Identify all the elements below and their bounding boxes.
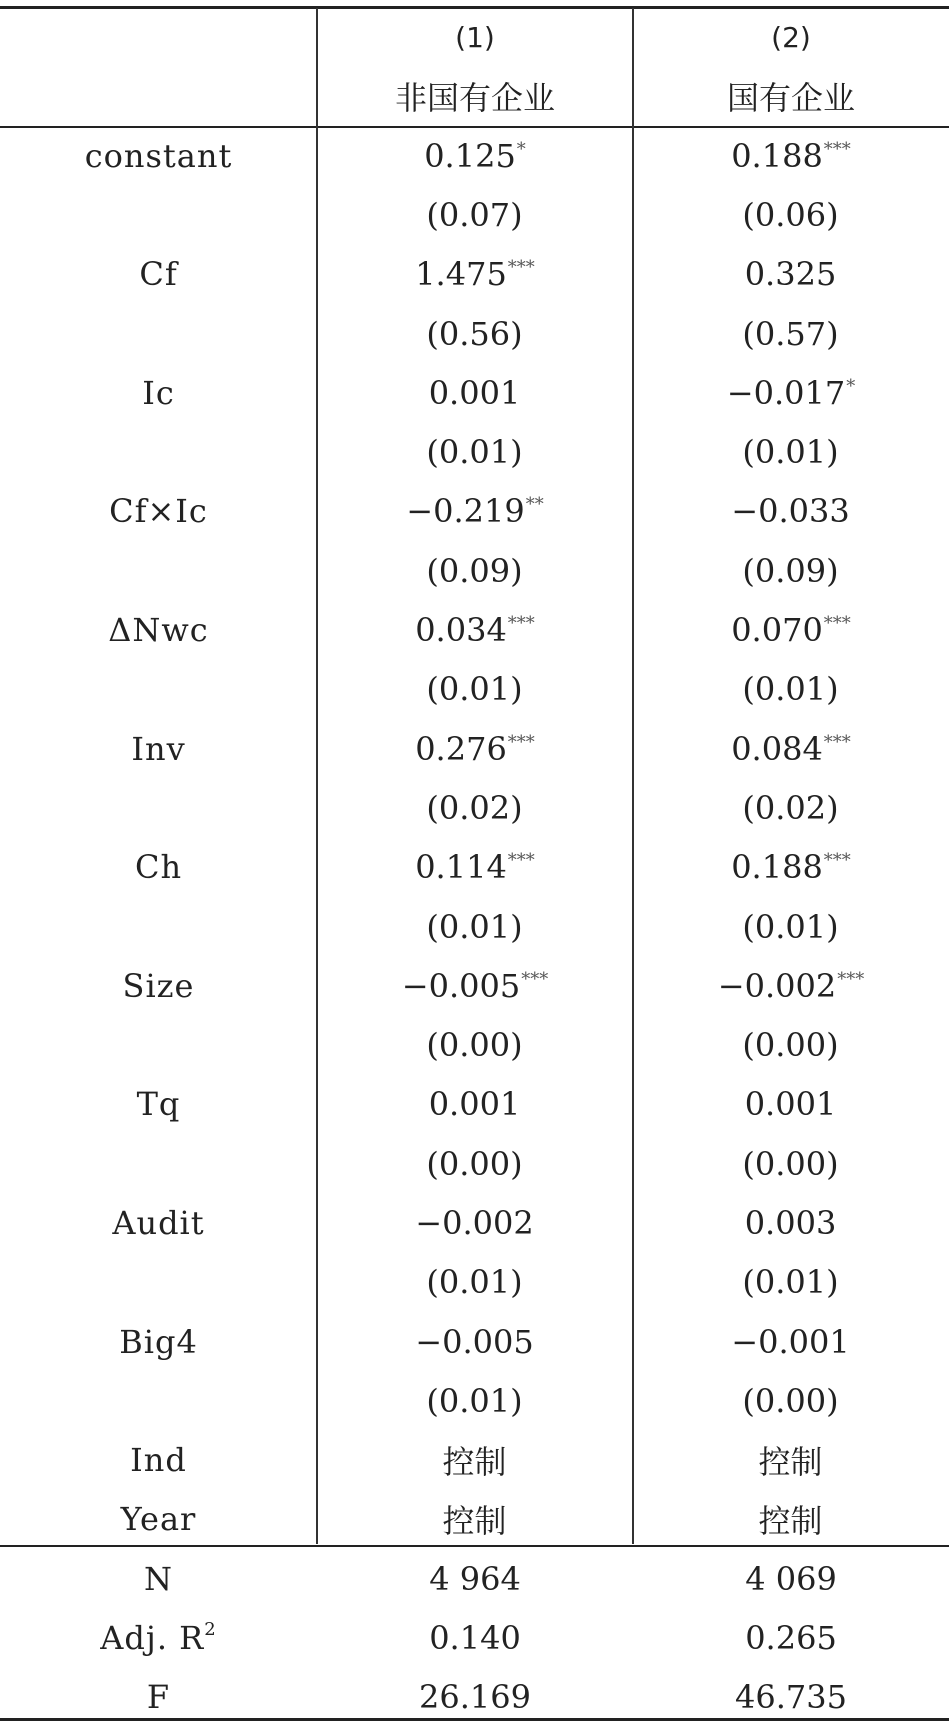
coefficient-value: (0.00)	[742, 1381, 839, 1420]
value-cell-soe	[633, 1075, 949, 1134]
table-header	[0, 8, 949, 126]
significance-stars: ***	[521, 968, 549, 990]
value-cell-non-soe	[317, 897, 633, 956]
value-cell-soe	[633, 1134, 949, 1193]
value-cell-non-soe	[317, 1490, 633, 1549]
value-cell-soe	[633, 1015, 949, 1074]
table-row	[0, 1193, 949, 1252]
table-row	[0, 1075, 949, 1134]
stat-label	[0, 1608, 317, 1667]
value-cell-non-soe	[317, 956, 633, 1015]
significance-stars: ***	[823, 613, 851, 635]
variable-label: Cf	[139, 255, 178, 294]
stat-label-text: Adj. R	[100, 1618, 205, 1657]
value-cell-non-soe	[317, 1312, 633, 1371]
coefficient-value: −0.005	[415, 1322, 534, 1361]
value-cell-non-soe	[317, 1134, 633, 1193]
table-row	[0, 1490, 949, 1549]
coefficient-value: (0.00)	[426, 1026, 523, 1065]
table-row	[0, 363, 949, 422]
coefficient-value: −0.017	[726, 373, 846, 412]
value-cell-soe	[633, 363, 949, 422]
coefficient-value: (0.57)	[742, 314, 839, 353]
value-cell-non-soe	[317, 541, 633, 600]
coefficient-value: 控制	[442, 1443, 507, 1482]
value-cell-soe	[633, 719, 949, 778]
coefficient-value: 控制	[442, 1502, 507, 1541]
value-cell-non-soe	[317, 838, 633, 897]
coefficient-value: 0.001	[744, 1085, 837, 1124]
column-name-1: 非国有企业	[394, 79, 555, 117]
table-row	[0, 304, 949, 363]
variable-label	[0, 1134, 317, 1193]
coefficient-value: 0.034	[415, 611, 507, 650]
column-number-1: (1)	[455, 20, 495, 54]
variable-label	[0, 422, 317, 481]
coefficient-value: 0.001	[428, 1085, 521, 1124]
variable-label: constant	[84, 136, 233, 175]
value-cell-non-soe	[317, 719, 633, 778]
value-cell-non-soe	[317, 1075, 633, 1134]
significance-stars: *	[516, 138, 526, 160]
variable-label: Year	[120, 1500, 197, 1539]
coefficient-value: 0.325	[744, 255, 837, 294]
value-cell-non-soe	[317, 363, 633, 422]
coefficient-value: −0.002	[415, 1203, 534, 1242]
value-cell-non-soe	[317, 422, 633, 481]
stat-value-2: 4 069	[745, 1559, 837, 1598]
variable-label	[0, 541, 317, 600]
coefficient-value: (0.00)	[742, 1144, 839, 1183]
coefficient-value: (0.01)	[742, 433, 839, 472]
significance-stars: ***	[507, 731, 535, 753]
value-cell-non-soe	[317, 482, 633, 541]
stat-label	[0, 1667, 317, 1726]
variable-label	[0, 660, 317, 719]
table-row	[0, 1312, 949, 1371]
value-cell-non-soe	[317, 1431, 633, 1490]
coefficient-value: (0.01)	[426, 1381, 523, 1420]
coefficient-value: 0.003	[744, 1203, 837, 1242]
coefficient-value: 1.475	[415, 255, 507, 294]
stat-row	[0, 1549, 949, 1608]
table-row	[0, 422, 949, 481]
table-row	[0, 897, 949, 956]
table-row	[0, 1431, 949, 1490]
coefficient-value: (0.01)	[426, 1263, 523, 1302]
header-empty-cell	[0, 8, 317, 66]
value-cell-soe	[633, 1371, 949, 1430]
coefficient-value: 0.001	[428, 373, 521, 412]
significance-stars: ***	[837, 968, 865, 990]
significance-stars: ***	[507, 613, 535, 635]
variable-label: ΔNwc	[108, 611, 209, 650]
value-cell-soe	[633, 1490, 949, 1549]
value-cell-soe	[633, 541, 949, 600]
table-row	[0, 956, 949, 1015]
coefficient-value: 0.188	[731, 136, 823, 175]
variable-label	[0, 1253, 317, 1312]
stat-value-1: 26.169	[419, 1677, 531, 1716]
value-cell-soe	[633, 897, 949, 956]
coefficient-value: (0.01)	[426, 907, 523, 946]
variable-label: Ic	[142, 373, 175, 412]
coefficient-value: 0.188	[731, 848, 823, 887]
coefficient-value: (0.01)	[742, 1263, 839, 1302]
variable-label: Audit	[112, 1203, 205, 1242]
column-number-2: (2)	[771, 20, 811, 54]
coefficient-value: (0.09)	[742, 551, 839, 590]
coefficient-value: (0.07)	[426, 195, 523, 234]
table-row	[0, 600, 949, 659]
value-cell-non-soe	[317, 600, 633, 659]
table-row	[0, 185, 949, 244]
variable-label	[0, 1015, 317, 1074]
coefficient-value: 0.084	[731, 729, 823, 768]
coefficient-value: (0.02)	[426, 788, 523, 827]
value-cell-non-soe	[317, 245, 633, 304]
value-cell-non-soe	[317, 126, 633, 185]
variable-label: Cf×Ic	[109, 492, 208, 531]
value-cell-non-soe	[317, 660, 633, 719]
table-body	[0, 126, 949, 1549]
value-cell-soe	[633, 482, 949, 541]
significance-stars: *	[846, 375, 856, 397]
coefficient-value: (0.02)	[742, 788, 839, 827]
value-cell-soe	[633, 600, 949, 659]
value-cell-non-soe	[317, 1193, 633, 1252]
column-name-2: 国有企业	[726, 79, 855, 117]
value-cell-non-soe	[317, 778, 633, 837]
value-cell-soe	[633, 1431, 949, 1490]
variable-label: Tq	[136, 1085, 181, 1124]
coefficient-value: −0.005	[401, 966, 521, 1005]
coefficient-value: 0.114	[415, 848, 507, 887]
variable-label	[0, 897, 317, 956]
header-empty-cell	[0, 66, 317, 126]
table-row	[0, 1015, 949, 1074]
coefficient-value: (0.01)	[742, 670, 839, 709]
table-row	[0, 838, 949, 897]
variable-label: Inv	[131, 729, 186, 768]
coefficient-value: (0.00)	[426, 1144, 523, 1183]
table-row	[0, 1253, 949, 1312]
stat-row	[0, 1667, 949, 1726]
coefficient-value: 控制	[758, 1443, 823, 1482]
coefficient-value: −0.002	[717, 966, 837, 1005]
value-cell-soe	[633, 185, 949, 244]
value-cell-soe	[633, 422, 949, 481]
value-cell-soe	[633, 126, 949, 185]
table-row	[0, 482, 949, 541]
value-cell-non-soe	[317, 185, 633, 244]
value-cell-soe	[633, 838, 949, 897]
table-row	[0, 1134, 949, 1193]
stat-value-1: 4 964	[429, 1559, 521, 1598]
coefficient-value: (0.56)	[426, 314, 523, 353]
value-cell-soe	[633, 1253, 949, 1312]
table-row	[0, 778, 949, 837]
header-name-row	[0, 66, 949, 126]
table-row	[0, 719, 949, 778]
value-cell-non-soe	[317, 1371, 633, 1430]
table-row	[0, 541, 949, 600]
stat-value-2: 46.735	[735, 1677, 847, 1716]
coefficient-value: (0.00)	[742, 1026, 839, 1065]
variable-label: Big4	[119, 1322, 198, 1361]
significance-stars: ***	[823, 138, 851, 160]
value-cell-soe	[633, 778, 949, 837]
value-cell-non-soe	[317, 1015, 633, 1074]
regression-table	[0, 8, 949, 1726]
value-cell-soe	[633, 245, 949, 304]
variable-label: Size	[122, 966, 195, 1005]
variable-label	[0, 1371, 317, 1430]
stat-label-text: F	[146, 1677, 171, 1716]
coefficient-value: (0.06)	[742, 195, 839, 234]
stat-value-1: 0.140	[429, 1618, 521, 1657]
stat-row	[0, 1608, 949, 1667]
coefficient-value: 控制	[758, 1502, 823, 1541]
coefficient-value: (0.01)	[426, 433, 523, 472]
variable-label	[0, 304, 317, 363]
value-cell-non-soe	[317, 1253, 633, 1312]
value-cell-non-soe	[317, 304, 633, 363]
table-row	[0, 1371, 949, 1430]
coefficient-value: −0.219	[406, 492, 525, 531]
significance-stars: ***	[507, 850, 535, 872]
table-row	[0, 245, 949, 304]
coefficient-value: (0.09)	[426, 551, 523, 590]
table-stats	[0, 1549, 949, 1726]
coefficient-value: 0.125	[424, 136, 516, 175]
stat-label-superscript: 2	[204, 1618, 217, 1640]
header-number-row	[0, 8, 949, 66]
stat-label-text: N	[144, 1559, 173, 1598]
value-cell-soe	[633, 304, 949, 363]
variable-label	[0, 185, 317, 244]
significance-stars: **	[525, 494, 544, 516]
significance-stars: ***	[823, 850, 851, 872]
stat-value-2: 0.265	[745, 1618, 837, 1657]
table-row	[0, 126, 949, 185]
coefficient-value: 0.276	[415, 729, 507, 768]
value-cell-soe	[633, 1312, 949, 1371]
coefficient-value: (0.01)	[426, 670, 523, 709]
value-cell-soe	[633, 1193, 949, 1252]
variable-label	[0, 778, 317, 837]
value-cell-soe	[633, 956, 949, 1015]
coefficient-value: −0.033	[731, 492, 850, 531]
significance-stars: ***	[507, 257, 535, 279]
coefficient-value: (0.01)	[742, 907, 839, 946]
variable-label: Ind	[130, 1441, 187, 1480]
stat-label	[0, 1549, 317, 1608]
variable-label: Ch	[134, 848, 183, 887]
table-row	[0, 660, 949, 719]
coefficient-value: 0.070	[731, 611, 823, 650]
value-cell-soe	[633, 660, 949, 719]
significance-stars: ***	[823, 731, 851, 753]
coefficient-value: −0.001	[731, 1322, 850, 1361]
